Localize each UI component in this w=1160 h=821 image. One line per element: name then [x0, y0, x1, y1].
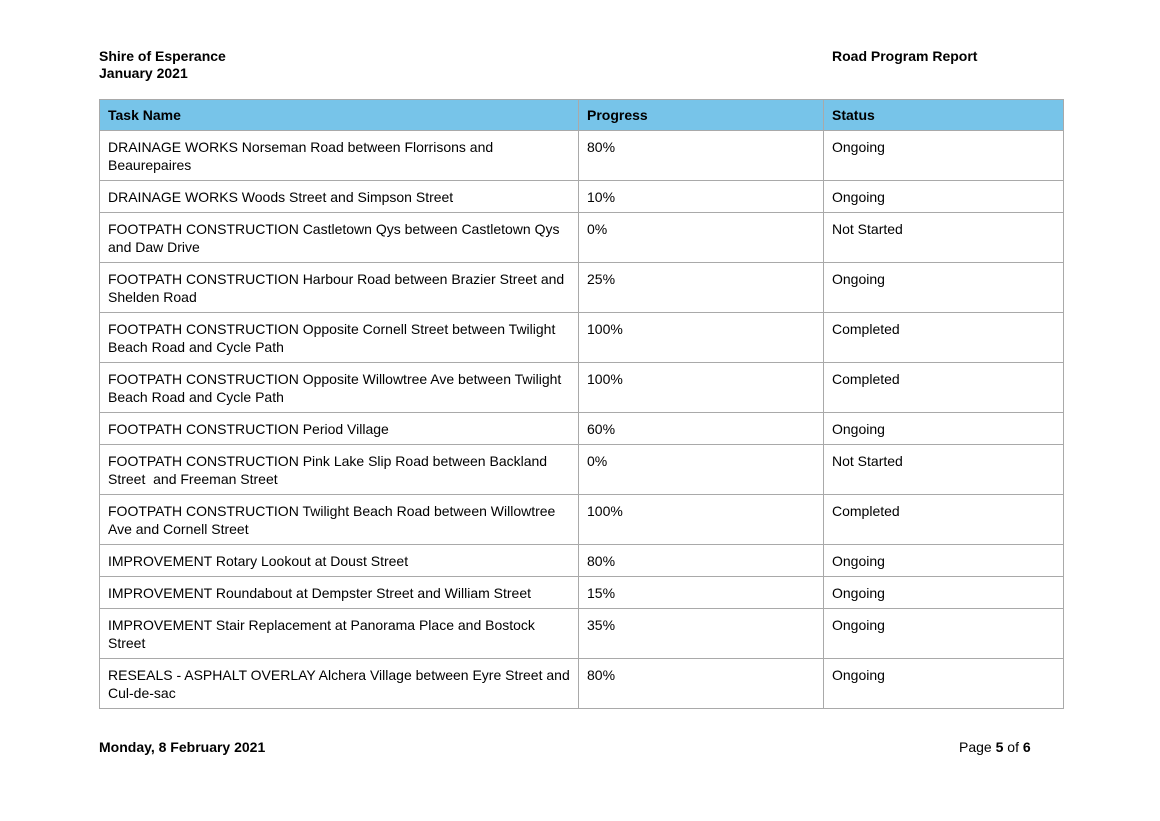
page-total: 6 — [1022, 739, 1031, 755]
task-name-cell: FOOTPATH CONSTRUCTION Pink Lake Slip Road between Backland Street and Freeman Street — [100, 445, 579, 495]
task-name-cell: DRAINAGE WORKS Woods Street and Simpson Street — [100, 181, 579, 213]
task-name-cell: FOOTPATH CONSTRUCTION Opposite Cornell Street between Twilight Beach Road and Cycle Path — [100, 313, 579, 363]
progress-cell: 10% — [579, 181, 824, 213]
table-row — [100, 213, 1064, 263]
table-row — [100, 445, 1064, 495]
table-row — [100, 577, 1064, 609]
table-row — [100, 363, 1064, 413]
status-cell: Ongoing — [824, 659, 1064, 709]
report-title: Road Program Report — [832, 48, 978, 64]
progress-cell: 60% — [579, 413, 824, 445]
column-header-status: Status — [824, 100, 1064, 131]
progress-cell: 100% — [579, 363, 824, 413]
task-name-cell: IMPROVEMENT Stair Replacement at Panorama Place and Bostock Street — [100, 609, 579, 659]
status-cell: Completed — [824, 363, 1064, 413]
status-cell: Ongoing — [824, 263, 1064, 313]
table-row — [100, 181, 1064, 213]
status-cell: Ongoing — [824, 181, 1064, 213]
status-cell: Completed — [824, 495, 1064, 545]
page-current: 5 — [995, 739, 1004, 755]
task-name-cell: FOOTPATH CONSTRUCTION Period Village — [100, 413, 579, 445]
table-row — [100, 413, 1064, 445]
progress-cell: 80% — [579, 131, 824, 181]
table-row — [100, 131, 1064, 181]
of-word: of — [1007, 739, 1019, 755]
table-row — [100, 313, 1064, 363]
progress-cell: 100% — [579, 313, 824, 363]
task-name-cell: FOOTPATH CONSTRUCTION Twilight Beach Road between Willowtree Ave and Cornell Street — [100, 495, 579, 545]
progress-cell: 15% — [579, 577, 824, 609]
column-header-progress: Progress — [579, 100, 824, 131]
progress-cell: 0% — [579, 445, 824, 495]
road-program-table — [99, 99, 1064, 709]
footer-date: Monday, 8 February 2021 — [99, 739, 266, 755]
table-row — [100, 609, 1064, 659]
task-name-cell: DRAINAGE WORKS Norseman Road between Florrisons and Beaurepaires — [100, 131, 579, 181]
task-name-cell: IMPROVEMENT Rotary Lookout at Doust Street — [100, 545, 579, 577]
progress-cell: 0% — [579, 213, 824, 263]
status-cell: Ongoing — [824, 609, 1064, 659]
progress-cell: 25% — [579, 263, 824, 313]
status-cell: Ongoing — [824, 577, 1064, 609]
status-cell: Ongoing — [824, 413, 1064, 445]
status-cell: Ongoing — [824, 545, 1064, 577]
status-cell: Not Started — [824, 213, 1064, 263]
report-period: January 2021 — [99, 65, 188, 81]
page-word: Page — [959, 739, 992, 755]
status-cell: Not Started — [824, 445, 1064, 495]
task-name-cell: RESEALS - ASPHALT OVERLAY Alchera Village between Eyre Street and Cul-de-sac — [100, 659, 579, 709]
table-row — [100, 263, 1064, 313]
organisation-name: Shire of Esperance — [99, 48, 226, 64]
page-number — [959, 739, 1031, 756]
task-name-cell: FOOTPATH CONSTRUCTION Opposite Willowtree Ave between Twilight Beach Road and Cycle Path — [100, 363, 579, 413]
table-row — [100, 545, 1064, 577]
task-name-cell: FOOTPATH CONSTRUCTION Harbour Road between Brazier Street and Shelden Road — [100, 263, 579, 313]
progress-cell: 80% — [579, 659, 824, 709]
task-name-cell: FOOTPATH CONSTRUCTION Castletown Qys between Castletown Qys and Daw Drive — [100, 213, 579, 263]
task-name-cell: IMPROVEMENT Roundabout at Dempster Street and William Street — [100, 577, 579, 609]
column-header-task-name: Task Name — [100, 100, 579, 131]
progress-cell: 35% — [579, 609, 824, 659]
report-header-left — [99, 48, 226, 82]
status-cell: Completed — [824, 313, 1064, 363]
table-row — [100, 495, 1064, 545]
progress-cell: 80% — [579, 545, 824, 577]
status-cell: Ongoing — [824, 131, 1064, 181]
table-row — [100, 659, 1064, 709]
progress-cell: 100% — [579, 495, 824, 545]
table-header-row — [100, 100, 1064, 131]
